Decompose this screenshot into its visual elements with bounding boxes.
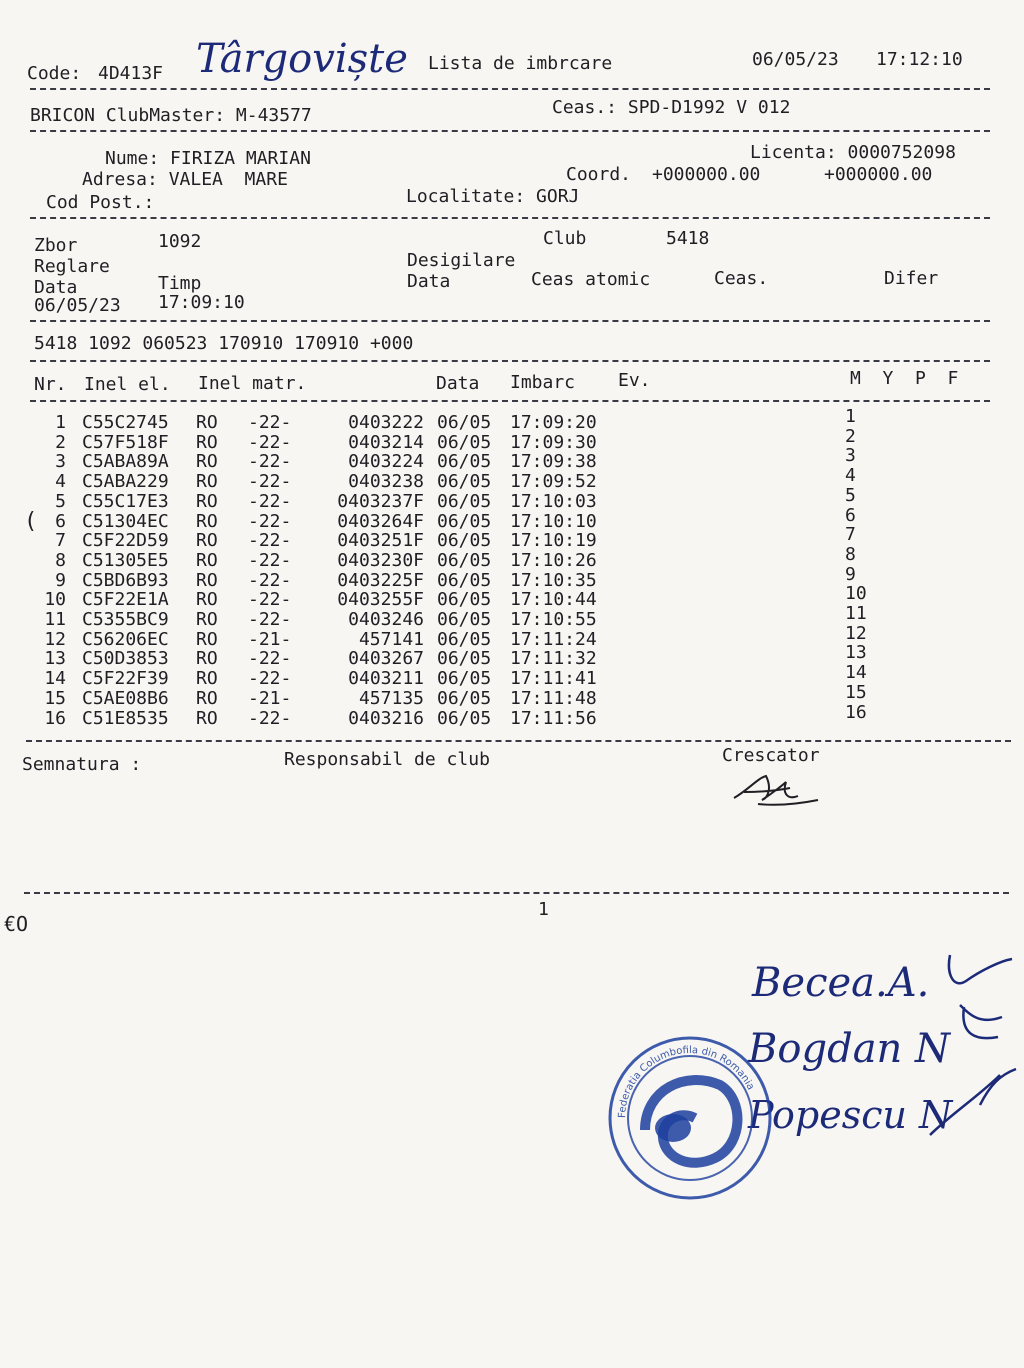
cell-matr: 0403264F bbox=[337, 510, 424, 532]
cell-matr: 0403225F bbox=[337, 569, 424, 591]
separator bbox=[30, 217, 990, 219]
col-m-y-p-f: M Y P F bbox=[850, 368, 959, 389]
cell-ro: RO bbox=[196, 412, 218, 433]
cell-inel: C51304EC bbox=[82, 510, 169, 532]
cell-matr: 0403251F bbox=[337, 530, 424, 552]
separator bbox=[30, 320, 990, 322]
cell-nr: 12 bbox=[44, 628, 66, 650]
coord-label: Coord. bbox=[566, 164, 632, 185]
cell-nr: 11 bbox=[44, 609, 66, 630]
cell-m: 12 bbox=[845, 622, 867, 644]
separator bbox=[30, 360, 990, 362]
cell-data: 06/05 bbox=[437, 549, 492, 571]
table-row bbox=[0, 590, 1024, 610]
breeder-label: Crescator bbox=[722, 745, 820, 766]
cell-time: 17:10:03 bbox=[510, 490, 597, 512]
handwritten-name-3: Popescu N bbox=[748, 1093, 953, 1137]
cell-ro: RO bbox=[196, 549, 218, 571]
cell-inel: C5F22E1A bbox=[82, 589, 169, 611]
cell-nr: 4 bbox=[55, 471, 66, 493]
cell-inel: C5F22D59 bbox=[82, 530, 169, 552]
flight-number: 1092 bbox=[158, 231, 202, 252]
flight-code-line: 5418 1092 060523 170910 170910 +000 bbox=[34, 333, 414, 354]
cell-ro: RO bbox=[196, 431, 218, 453]
cell-nr: 1 bbox=[55, 412, 66, 433]
cell-time: 17:10:44 bbox=[510, 589, 597, 611]
cell-m: 10 bbox=[845, 583, 867, 605]
cell-data: 06/05 bbox=[437, 707, 492, 729]
cell-time: 17:11:41 bbox=[510, 668, 597, 690]
cell-inel: C55C17E3 bbox=[82, 490, 169, 512]
cell-matr: 0403214 bbox=[348, 431, 424, 453]
cell-time: 17:09:30 bbox=[510, 431, 597, 453]
cell-matr: 457141 bbox=[358, 628, 424, 650]
club-number: 5418 bbox=[666, 228, 710, 249]
reglare-date: 06/05/23 bbox=[34, 295, 121, 316]
cell-yr: -22- bbox=[248, 609, 292, 630]
cell-inel: C55C2745 bbox=[82, 412, 169, 433]
handwritten-name-2: Bogdan N bbox=[748, 1026, 951, 1072]
document-title: Lista de imbrcare bbox=[428, 53, 613, 74]
clubmaster-id: BRICON ClubMaster: M-43577 bbox=[30, 105, 312, 126]
stamp-text: Federatia Columbofila din Romania bbox=[616, 1044, 757, 1119]
locality: Localitate: GORJ bbox=[406, 186, 580, 207]
separator bbox=[26, 740, 1011, 742]
col-inel-matr: Inel matr. bbox=[198, 373, 307, 394]
table-row bbox=[0, 551, 1024, 571]
page-number: 1 bbox=[538, 899, 549, 920]
cell-nr: 5 bbox=[55, 490, 66, 512]
cell-inel: C5BD6B93 bbox=[82, 569, 169, 591]
club-label: Club bbox=[543, 228, 587, 249]
cell-yr: -22- bbox=[248, 471, 292, 493]
cell-data: 06/05 bbox=[437, 451, 492, 473]
cell-matr: 0403246 bbox=[348, 609, 424, 630]
cell-nr: 9 bbox=[55, 569, 66, 591]
cell-ro: RO bbox=[196, 510, 218, 532]
cell-m: 3 bbox=[845, 445, 856, 467]
committee-signatures bbox=[920, 945, 1020, 1145]
handwritten-name-1: Becea.A. bbox=[752, 960, 930, 1006]
flight-label: Zbor bbox=[34, 235, 78, 256]
cell-nr: 8 bbox=[55, 549, 66, 571]
cell-m: 8 bbox=[845, 543, 856, 565]
clock-id: Ceas.: SPD-D1992 V 012 bbox=[552, 97, 791, 118]
cell-inel: C5355BC9 bbox=[82, 609, 169, 630]
cell-ro: RO bbox=[196, 530, 218, 552]
table-row bbox=[0, 669, 1024, 689]
cell-yr: -22- bbox=[248, 431, 292, 453]
cell-inel: C51E8535 bbox=[82, 707, 169, 729]
table-row bbox=[0, 709, 1024, 729]
signature-label: Semnatura : bbox=[22, 754, 142, 775]
cell-yr: -22- bbox=[248, 510, 292, 532]
cell-ro: RO bbox=[196, 648, 218, 670]
cell-ro: RO bbox=[196, 628, 218, 650]
cell-ro: RO bbox=[196, 668, 218, 690]
separator bbox=[30, 130, 990, 132]
cell-time: 17:09:38 bbox=[510, 451, 597, 473]
cell-m: 9 bbox=[845, 563, 856, 585]
cell-yr: -22- bbox=[248, 530, 292, 552]
cell-m: 16 bbox=[845, 701, 867, 723]
cell-ro: RO bbox=[196, 707, 218, 729]
license-number: Licenta: 0000752098 bbox=[750, 142, 956, 163]
handwritten-place: Târgoviște bbox=[196, 36, 408, 82]
separator bbox=[30, 400, 990, 402]
cell-ro: RO bbox=[196, 589, 218, 611]
atomic-clock-label: Ceas atomic bbox=[531, 269, 651, 290]
cell-matr: 0403224 bbox=[348, 451, 424, 473]
cell-yr: -21- bbox=[248, 687, 292, 709]
table-row bbox=[0, 610, 1024, 630]
federation-stamp bbox=[605, 1030, 775, 1205]
owner-name: Nume: FIRIZA MARIAN bbox=[105, 148, 311, 169]
cell-nr: 13 bbox=[44, 648, 66, 670]
cell-data: 06/05 bbox=[437, 569, 492, 591]
cell-data: 06/05 bbox=[437, 490, 492, 512]
cell-yr: -22- bbox=[248, 648, 292, 670]
cell-inel: C5ABA89A bbox=[82, 451, 169, 473]
cell-nr: 10 bbox=[44, 589, 66, 611]
code-label: Code: bbox=[27, 63, 82, 84]
header-time: 17:12:10 bbox=[876, 49, 963, 70]
col-data: Data bbox=[436, 373, 480, 394]
corner-mark: €O bbox=[4, 912, 29, 936]
cell-m: 13 bbox=[845, 642, 867, 664]
cell-m: 7 bbox=[845, 524, 856, 546]
timp-label: Timp bbox=[158, 273, 202, 294]
cell-inel: C57F518F bbox=[82, 431, 169, 453]
cell-data: 06/05 bbox=[437, 628, 492, 650]
postal-code: Cod Post.: bbox=[46, 192, 155, 213]
cell-matr: 0403216 bbox=[348, 707, 424, 729]
table-row bbox=[0, 472, 1024, 492]
cell-ro: RO bbox=[196, 451, 218, 473]
data-label-2: Data bbox=[407, 271, 451, 292]
cell-matr: 0403237F bbox=[337, 490, 424, 512]
difference-label: Difer bbox=[884, 268, 939, 289]
cell-data: 06/05 bbox=[437, 609, 492, 630]
table-row bbox=[0, 433, 1024, 453]
cell-matr: 0403267 bbox=[348, 648, 424, 670]
cell-nr: 7 bbox=[55, 530, 66, 552]
cell-nr: 6 bbox=[55, 510, 66, 532]
cell-ro: RO bbox=[196, 569, 218, 591]
table-row bbox=[0, 649, 1024, 669]
cell-ro: RO bbox=[196, 609, 218, 630]
cell-ro: RO bbox=[196, 687, 218, 709]
cell-m: 1 bbox=[845, 406, 856, 427]
cell-time: 17:10:19 bbox=[510, 530, 597, 552]
clock-label: Ceas. bbox=[714, 268, 769, 289]
cell-m: 11 bbox=[845, 603, 867, 624]
cell-data: 06/05 bbox=[437, 530, 492, 552]
cell-inel: C50D3853 bbox=[82, 648, 169, 670]
cell-time: 17:09:52 bbox=[510, 471, 597, 493]
cell-ro: RO bbox=[196, 471, 218, 493]
cell-inel: C5AE08B6 bbox=[82, 687, 169, 709]
col-nr: Nr. bbox=[34, 374, 67, 395]
col-ev: Ev. bbox=[618, 370, 651, 391]
cell-matr: 0403230F bbox=[337, 549, 424, 571]
desigilare-label: Desigilare bbox=[407, 250, 516, 271]
cell-data: 06/05 bbox=[437, 648, 492, 670]
cell-yr: -22- bbox=[248, 549, 292, 571]
cell-time: 17:11:32 bbox=[510, 648, 597, 670]
cell-nr: 3 bbox=[55, 451, 66, 473]
owner-address: Adresa: VALEA MARE bbox=[82, 169, 288, 190]
header-date: 06/05/23 bbox=[752, 49, 839, 70]
cell-time: 17:10:26 bbox=[510, 549, 597, 571]
table-row bbox=[0, 509, 1024, 534]
cell-matr: 457135 bbox=[358, 687, 424, 709]
cell-data: 06/05 bbox=[437, 687, 492, 709]
cell-data: 06/05 bbox=[437, 471, 492, 493]
cell-data: 06/05 bbox=[437, 412, 492, 433]
cell-yr: -21- bbox=[248, 628, 292, 650]
cell-matr: 0403222 bbox=[348, 412, 424, 433]
cell-matr: 0403255F bbox=[337, 589, 424, 611]
table-row bbox=[0, 630, 1024, 650]
breeder-signature bbox=[728, 770, 824, 810]
cell-time: 17:11:48 bbox=[510, 687, 597, 709]
table-row bbox=[0, 452, 1024, 472]
table-row bbox=[0, 571, 1024, 591]
cell-nr: 15 bbox=[44, 687, 66, 709]
cell-time: 17:09:20 bbox=[510, 412, 597, 433]
cell-inel: C5ABA229 bbox=[82, 471, 169, 493]
col-imbarc: Imbarc bbox=[510, 372, 576, 393]
cell-m: 5 bbox=[845, 484, 856, 506]
separator bbox=[30, 88, 990, 90]
cell-yr: -22- bbox=[248, 668, 292, 690]
coord-x: +000000.00 bbox=[652, 164, 761, 185]
cell-yr: -22- bbox=[248, 451, 292, 473]
cell-m: 15 bbox=[845, 681, 867, 703]
cell-ro: RO bbox=[196, 490, 218, 512]
reglare-label: Reglare bbox=[34, 256, 110, 277]
club-responsible-label: Responsabil de club bbox=[284, 749, 490, 770]
cell-inel: C56206EC bbox=[82, 628, 169, 650]
cell-m: 4 bbox=[845, 465, 856, 487]
table-row bbox=[0, 492, 1024, 512]
cell-inel: C51305E5 bbox=[82, 549, 169, 571]
cell-matr: 0403211 bbox=[348, 668, 424, 690]
cell-m: 6 bbox=[845, 504, 856, 526]
code-value: 4D413F bbox=[98, 63, 164, 84]
cell-yr: -22- bbox=[248, 569, 292, 591]
cell-time: 17:10:55 bbox=[510, 609, 597, 630]
cell-nr: 14 bbox=[44, 668, 66, 690]
pen-mark: ( bbox=[24, 509, 38, 534]
data-label: Data bbox=[34, 277, 78, 298]
table-row bbox=[0, 413, 1024, 433]
cell-m: 14 bbox=[845, 662, 867, 684]
table-row bbox=[0, 689, 1024, 709]
cell-data: 06/05 bbox=[437, 510, 492, 532]
cell-data: 06/05 bbox=[437, 431, 492, 453]
cell-nr: 16 bbox=[44, 707, 66, 729]
cell-time: 17:10:10 bbox=[510, 510, 597, 532]
cell-time: 17:11:24 bbox=[510, 628, 597, 650]
cell-data: 06/05 bbox=[437, 589, 492, 611]
cell-matr: 0403238 bbox=[348, 471, 424, 493]
cell-inel: C5F22F39 bbox=[82, 668, 169, 690]
cell-m: 2 bbox=[845, 425, 856, 447]
separator bbox=[24, 892, 1009, 894]
cell-nr: 2 bbox=[55, 431, 66, 453]
cell-data: 06/05 bbox=[437, 668, 492, 690]
cell-yr: -22- bbox=[248, 707, 292, 729]
cell-time: 17:10:35 bbox=[510, 569, 597, 591]
coord-y: +000000.00 bbox=[824, 164, 933, 185]
reglare-time: 17:09:10 bbox=[158, 292, 245, 313]
cell-time: 17:11:56 bbox=[510, 707, 597, 729]
cell-yr: -22- bbox=[248, 490, 292, 512]
cell-yr: -22- bbox=[248, 589, 292, 611]
col-inel-el: Inel el. bbox=[84, 374, 171, 395]
cell-yr: -22- bbox=[248, 412, 292, 433]
table-row bbox=[0, 531, 1024, 551]
